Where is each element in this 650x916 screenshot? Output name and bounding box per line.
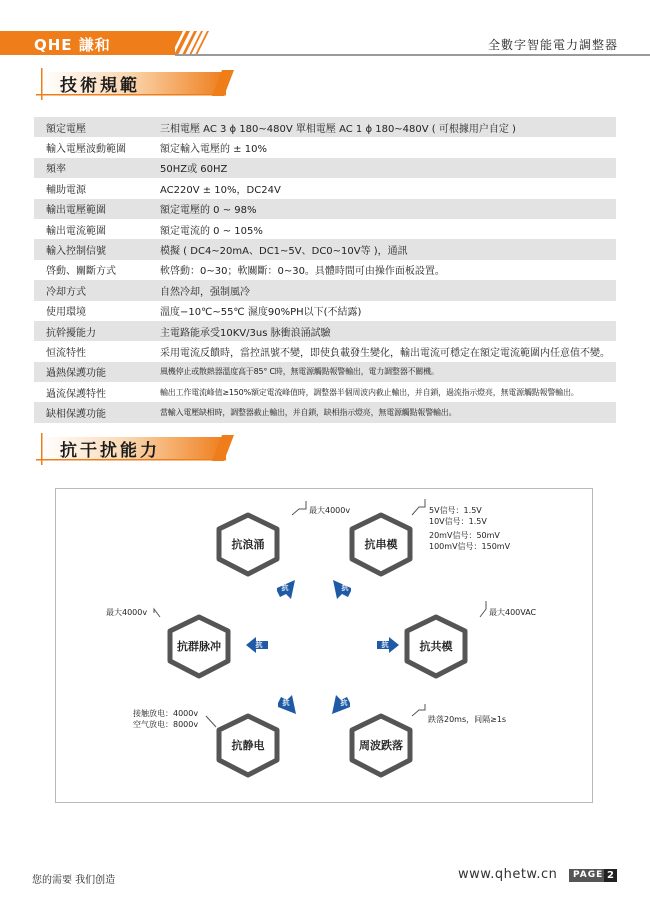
spec-row	[34, 382, 616, 402]
spec-key: 恒流特性	[46, 347, 86, 359]
spec-row	[34, 341, 616, 361]
leader-dip	[412, 704, 425, 716]
section-title-emi	[36, 433, 246, 463]
annotation-series-line: 100mV信号：150mV	[429, 542, 511, 551]
spec-key: 輸出電流範圍	[46, 225, 106, 237]
spec-key: 輔助電源	[46, 184, 86, 196]
hexagon-label-esd: 抗静电	[231, 739, 265, 752]
footer-url[interactable]: www.qhetw.cn	[458, 867, 558, 882]
spec-value: 模擬 ( DC4~20mA、DC1~5V、DC0~10V等 )，通訊	[160, 246, 408, 258]
spec-key: 啓動、關斷方式	[46, 266, 116, 278]
header-product-title: 全數字智能電力調整器	[487, 38, 618, 52]
spec-row	[34, 158, 616, 178]
annotation-surge: 最大4000v	[309, 506, 351, 515]
spec-value: 風機停止或散熱器溫度高于85° C時，無電源觸點報警輸出，電力調整器不關機。	[160, 367, 439, 377]
leader-common	[480, 601, 486, 617]
annotation-esd	[133, 708, 198, 730]
section-title-spec	[36, 68, 246, 98]
hexagon-label-common: 抗共模	[419, 640, 453, 653]
spec-row	[34, 321, 616, 341]
annotation-series	[429, 505, 510, 552]
header-rule	[175, 54, 650, 56]
page-number: 2	[604, 869, 617, 882]
spec-key: 額定電壓	[46, 123, 86, 135]
spec-key: 過流保護特性	[46, 388, 106, 400]
section-title-text: 抗干扰能力	[60, 441, 160, 461]
annotation-series-line: 20mV信号：50mV	[429, 531, 500, 540]
spec-row	[34, 117, 616, 137]
brand-logo: QHE 謙和	[34, 36, 111, 54]
spec-table	[34, 117, 616, 423]
spec-value: 輸出工作電流峰值≥150%額定電流峰值時，調整器半個周波内截止輸出，并自鎖，過流指示燈亮，無電源觸點報警輸出。	[160, 387, 579, 397]
annotation-esd-line: 接触放电：4000v	[133, 709, 199, 718]
leader-esd	[206, 716, 216, 727]
annotation-series-line: 10V信号：1.5V	[429, 517, 487, 526]
spec-key: 缺相保護功能	[46, 409, 106, 421]
spec-row	[34, 362, 616, 382]
spec-key: 頻率	[46, 164, 66, 176]
spec-key: 輸入電壓波動範圍	[46, 144, 126, 156]
leader-series	[412, 499, 425, 515]
emi-diagram	[55, 488, 593, 803]
spec-row	[34, 199, 616, 219]
hexagon-label-dip: 周波跌落	[359, 739, 403, 752]
footer-slogan: 您的需要 我们创造	[32, 875, 116, 886]
arrow-label: 抗	[281, 584, 289, 592]
spec-value: AC220V ± 10%，DC24V	[160, 184, 281, 196]
spec-value: 溫度−10℃~55℃ 濕度90%PH以下(不結露)	[160, 307, 362, 319]
spec-value: 主電路能承受10KV/3us 脉衝浪涌試驗	[160, 327, 331, 339]
spec-key: 抗幹擾能力	[46, 327, 96, 339]
spec-value: 軟啓動：0~30；軟關斷：0~30。具體時間可由操作面板設置。	[160, 266, 445, 278]
spec-value: 采用電流反饋時，當控訊號不變，即使負載發生變化，輸出電流可穩定在額定電流範圍内任意值不變。	[160, 347, 610, 359]
page-label: PAGE	[569, 869, 607, 882]
spec-row	[34, 137, 616, 157]
spec-value: 額定輸入電壓的 ± 10%	[160, 144, 267, 156]
arrow-label: 抗	[282, 699, 290, 707]
spec-key: 冷却方式	[46, 286, 86, 298]
spec-key: 輸出電壓範圍	[46, 205, 106, 217]
spec-row	[34, 219, 616, 239]
spec-row	[34, 402, 616, 422]
annotation-common: 最大400VAC	[489, 608, 537, 617]
spec-row	[34, 301, 616, 321]
emi-diagram-graphics	[56, 489, 594, 804]
arrow-label: 抗	[340, 699, 348, 707]
spec-row	[34, 280, 616, 300]
spec-row	[34, 178, 616, 198]
spec-key: 輸入控制信號	[46, 246, 106, 258]
hexagon-label-burst: 抗群脉冲	[177, 640, 221, 653]
spec-value: 額定電流的 0 ~ 105%	[160, 225, 263, 237]
header-stripes-decoration	[150, 31, 220, 55]
arrow-label: 抗	[381, 641, 389, 649]
annotation-series-line: 5V信号：1.5V	[429, 506, 482, 515]
spec-row	[34, 239, 616, 259]
section-title-text: 技術規範	[60, 76, 140, 96]
spec-value: 額定電壓的 0 ~ 98%	[160, 205, 257, 217]
spec-value: 50HZ或 60HZ	[160, 164, 228, 176]
annotation-burst: 最大4000v	[106, 608, 148, 617]
spec-key: 過熱保護功能	[46, 368, 106, 380]
leader-burst	[154, 609, 160, 617]
leader-surge	[292, 501, 306, 515]
spec-value: 自然冷却，强制風冷	[160, 286, 250, 298]
hexagon-label-series: 抗串模	[364, 538, 398, 551]
spec-key: 使用環境	[46, 307, 86, 319]
annotation-dip: 跌落20ms，间隔≥1s	[428, 715, 507, 724]
spec-value: 當輸入電壓缺相時，調整器截止輸出，并自鎖，缺相指示燈亮，無電源觸點報警輸出。	[160, 408, 457, 418]
annotation-esd-line: 空气放电：8000v	[133, 720, 199, 729]
arrow-label: 抗	[255, 641, 263, 649]
hexagon-label-surge: 抗浪涌	[231, 538, 265, 551]
arrow-label: 抗	[341, 584, 349, 592]
spec-value: 三相電壓 AC 3 ϕ 180~480V 單相電壓 AC 1 ϕ 180~480V ( 可根據用户自定 )	[160, 123, 516, 135]
page-header	[0, 31, 650, 57]
spec-row	[34, 260, 616, 280]
